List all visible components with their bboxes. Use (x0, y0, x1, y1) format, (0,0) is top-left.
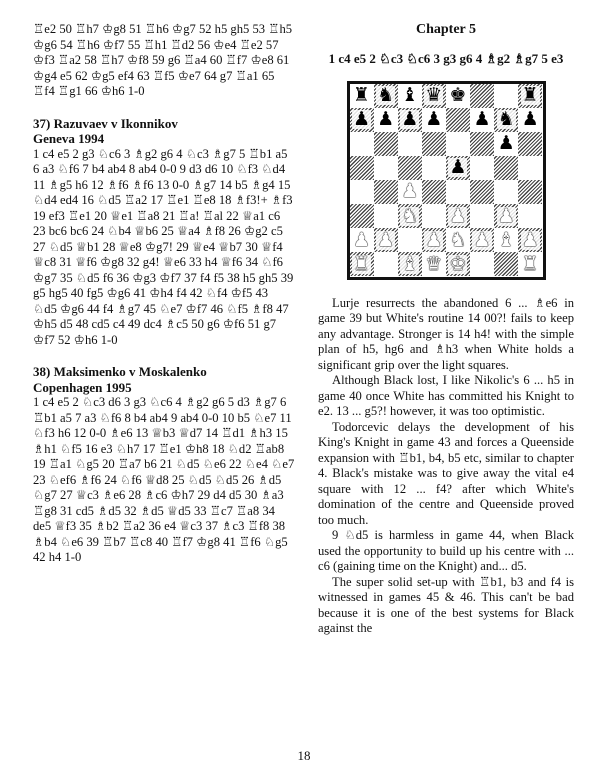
square-d2 (422, 228, 446, 252)
square-b4 (374, 180, 398, 204)
square-b1 (374, 252, 398, 276)
square-f4 (470, 180, 494, 204)
square-a6 (350, 132, 374, 156)
square-f7 (470, 108, 494, 132)
game-event: Geneva 1994 (33, 131, 105, 146)
square-e2 (446, 228, 470, 252)
white-pawn-icon: ♟ (425, 228, 443, 251)
white-pawn-icon: ♟ (401, 180, 419, 203)
square-h7 (518, 108, 542, 132)
game-title: 37) Razuvaev v Ikonnikov (33, 115, 178, 131)
chapter-heading: Chapter 5 (415, 22, 477, 37)
square-h3 (518, 204, 542, 228)
square-a8 (350, 84, 374, 108)
left-column (33, 22, 295, 582)
game-38 (33, 364, 295, 566)
white-knight-icon: ♞ (401, 204, 419, 227)
black-knight-icon: ♞ (377, 84, 395, 107)
white-pawn-icon: ♟ (521, 228, 539, 251)
black-rook-icon: ♜ (521, 84, 539, 107)
paragraph: 9 ♘d5 is harmless in game 44, when Black used the opportunity to build up his centre with ... c6 (gaining time on the Knight) and... d5. (318, 528, 574, 573)
square-c4 (398, 180, 422, 204)
black-pawn-icon: ♟ (353, 108, 371, 131)
white-pawn-icon: ♟ (497, 204, 515, 227)
square-d8 (422, 84, 446, 108)
game-moves: 1 c4 e5 2 ♘c3 d6 3 g3 ♘c6 4 ♗g2 g6 5 d3 ♗g7 6 ♖b1 a5 7 a3 ♘f6 8 b4 ab4 9 ab4 0-0 10 b5 ♘e7 11 ♘f3 h6 12 0-0 ♗e6 13 ♕b3 ♕d7 14 ♖d1 ♗h3 15 ♗h1 ♘f5 16 e3 ♘h7 17 ♖e1 ♔h8 18 ♘d2 ♖ab8 19 ♖a1 ♘g5 20 ♖a7 b6 21 ♘d5 ♘e6 22 ♘e4 ♘e7 23 ♘ef6 ♗f6 24 ♘f6 ♕d8 25 ♘d5 ♘d5 26 ♗d5 ♘g7 27 ♕c3 ♗e6 28 ♗c6 ♔h7 29 d4 d5 30 ♗a3 ♖g8 31 cd5 ♗d5 32 ♗d5 ♕d5 33 ♖c7 ♖a8 34 de5 ♕f3 35 ♗b2 ♖a2 36 e4 ♕c3 37 ♗c3 ♖f8 38 ♗b4 ♘e6 39 ♖b7 ♖c8 40 ♖f7 ♔g8 41 ♖f6 ♘g5 42 h4 1-0 (33, 395, 295, 564)
square-a5 (350, 156, 374, 180)
square-h5 (518, 156, 542, 180)
square-c8 (398, 84, 422, 108)
square-b5 (374, 156, 398, 180)
square-d5 (422, 156, 446, 180)
game-37 (33, 116, 295, 349)
black-pawn-icon: ♟ (497, 132, 515, 155)
square-a4 (350, 180, 374, 204)
square-f2 (470, 228, 494, 252)
white-rook-icon: ♜ (521, 252, 539, 275)
black-pawn-icon: ♟ (521, 108, 539, 131)
white-bishop-icon: ♝ (401, 252, 419, 275)
square-g6 (494, 132, 518, 156)
square-a3 (350, 204, 374, 228)
square-g5 (494, 156, 518, 180)
square-g4 (494, 180, 518, 204)
black-pawn-icon: ♟ (377, 108, 395, 131)
square-a1 (350, 252, 374, 276)
square-d7 (422, 108, 446, 132)
square-c6 (398, 132, 422, 156)
square-e7 (446, 108, 470, 132)
black-pawn-icon: ♟ (401, 108, 419, 131)
square-c1 (398, 252, 422, 276)
white-rook-icon: ♜ (353, 252, 371, 275)
square-d4 (422, 180, 446, 204)
white-pawn-icon: ♟ (449, 204, 467, 227)
game-title: 38) Maksimenko v Moskalenko (33, 364, 207, 379)
square-f3 (470, 204, 494, 228)
black-bishop-icon: ♝ (401, 84, 419, 107)
white-pawn-icon: ♟ (377, 228, 395, 251)
square-b6 (374, 132, 398, 156)
square-e8 (446, 84, 470, 108)
square-b7 (374, 108, 398, 132)
white-bishop-icon: ♝ (497, 228, 515, 251)
square-d3 (422, 204, 446, 228)
black-pawn-icon: ♟ (473, 108, 491, 131)
chess-board (350, 84, 543, 277)
chess-diagram (347, 81, 546, 280)
square-g2 (494, 228, 518, 252)
square-e5 (446, 156, 470, 180)
square-g3 (494, 204, 518, 228)
black-king-icon: ♚ (449, 84, 467, 107)
square-h2 (518, 228, 542, 252)
black-pawn-icon: ♟ (425, 108, 443, 131)
square-b8 (374, 84, 398, 108)
square-g1 (494, 252, 518, 276)
square-h6 (518, 132, 542, 156)
square-e4 (446, 180, 470, 204)
square-e3 (446, 204, 470, 228)
opening-moves: 1 c4 e5 2 ♘c3 ♘c6 3 g3 g6 4 ♗g2 ♗g7 5 e3 (328, 50, 564, 66)
white-queen-icon: ♛ (425, 252, 443, 275)
game-event: Copenhagen 1995 (33, 379, 132, 395)
square-c7 (398, 108, 422, 132)
game-moves: 1 c4 e5 2 g3 ♘c6 3 ♗g2 g6 4 ♘c3 ♗g7 5 ♖b1 a5 6 a3 ♘f6 7 b4 ab4 8 ab4 0-0 9 d3 d6 10 ♘f3 ♘d4 11 ♗g5 h6 12 ♗f6 ♗f6 13 0-0 ♗g7 14 b5 ♗g4 15 ♘d4 ed4 16 ♘d5 ♖a2 17 ♖e1 ♖e8 18 ♗f3!+ ♗f3 19 ef3 ♖e1 20 ♕e1 ♖a8 21 ♖a! ♖al 22 ♕a1 c6 23 bc6 bc6 24 ♘b4 ♕b6 25 ♕a4 ♗f8 26 ♔g2 c5 27 ♘d5 ♕b1 28 ♕e8 ♔g7! 29 ♕e4 ♕b7 30 ♕f4 ♕c8 31 ♕f6 ♔g8 32 g4! ♕e6 33 h4 ♕f6 34 ♘f6 ♔g7 35 ♘d5 f6 36 ♔g3 ♔f7 37 f4 f5 38 h5 gh5 39 g5 hg5 40 fg5 ♔g6 41 ♔h4 f4 42 ♘f4 ♔f5 43 ♘d5 ♔g6 44 f4 ♗g7 45 ♘e7 ♔f7 46 ♘f5 ♗f8 47 ♔h5 d5 48 cd5 c4 49 dc4 ♗c5 50 g6 ♔f6 51 g7 ♔f7 52 ♔h6 1-0 (33, 146, 294, 347)
black-knight-icon: ♞ (497, 108, 515, 131)
black-queen-icon: ♛ (425, 84, 443, 107)
paragraph: Todorcevic delays the development of his King's Knight in game 43 and forces a Queenside expansion with ♖b1, b4, b5 etc, similar to chapter 4. Black's mistake was to give away the vital e4 square with 12 ... f4? after which White's domination of the centre and Queenside proved too much. (318, 419, 574, 527)
square-g7 (494, 108, 518, 132)
square-c3 (398, 204, 422, 228)
square-h4 (518, 180, 542, 204)
square-e6 (446, 132, 470, 156)
square-f5 (470, 156, 494, 180)
game-continuation (33, 22, 295, 100)
paragraph: Although Black lost, I like Nikolic's 6 ... h5 in game 40 once White has committed his Knight to e2. 13 ... g5?! however, it was too optimistic. (318, 373, 574, 418)
square-g8 (494, 84, 518, 108)
square-f6 (470, 132, 494, 156)
square-c5 (398, 156, 422, 180)
square-h8 (518, 84, 542, 108)
square-a2 (350, 228, 374, 252)
paragraph: The super solid set-up with ♖b1, b3 and f4 is witnessed in games 45 & 46. This can't be bad because it is one of the best systems for Black against the (318, 574, 574, 635)
page-number: 18 (297, 748, 311, 763)
square-d6 (422, 132, 446, 156)
continuation-moves: ♖e2 50 ♖h7 ♔g8 51 ♖h6 ♔g7 52 h5 gh5 53 ♖h5 ♔g6 54 ♖h6 ♔f7 55 ♖h1 ♖d2 56 ♔e4 ♖e2 57 ♔f3 ♖a2 58 ♖h7 ♔f8 59 g6 ♖a4 60 ♖f7 ♔e8 61 ♔g4 e5 62 ♔g5 ef4 63 ♖f5 ♔e7 64 g7 ♖a1 65 ♖f4 ♖g1 66 ♔h6 1-0 (33, 22, 293, 98)
square-d1 (422, 252, 446, 276)
square-c2 (398, 228, 422, 252)
square-h1 (518, 252, 542, 276)
square-b3 (374, 204, 398, 228)
square-e1 (446, 252, 470, 276)
chapter-prose (318, 296, 574, 637)
square-f8 (470, 84, 494, 108)
white-knight-icon: ♞ (449, 228, 467, 251)
paragraph: Lurje resurrects the abandoned 6 ... ♗e6 in game 39 but White's routine 14 00?! fails to keep any advantage. Stronger is 14 h4! with the simple plan of h5, hg6 and ♗h3 when White holds a significant grip over the light squares. (318, 295, 574, 372)
black-rook-icon: ♜ (353, 84, 371, 107)
square-a7 (350, 108, 374, 132)
white-king-icon: ♚ (449, 252, 467, 275)
white-pawn-icon: ♟ (473, 228, 491, 251)
right-column (318, 22, 574, 637)
white-pawn-icon: ♟ (353, 228, 371, 251)
square-f1 (470, 252, 494, 276)
black-pawn-icon: ♟ (449, 156, 467, 179)
square-b2 (374, 228, 398, 252)
